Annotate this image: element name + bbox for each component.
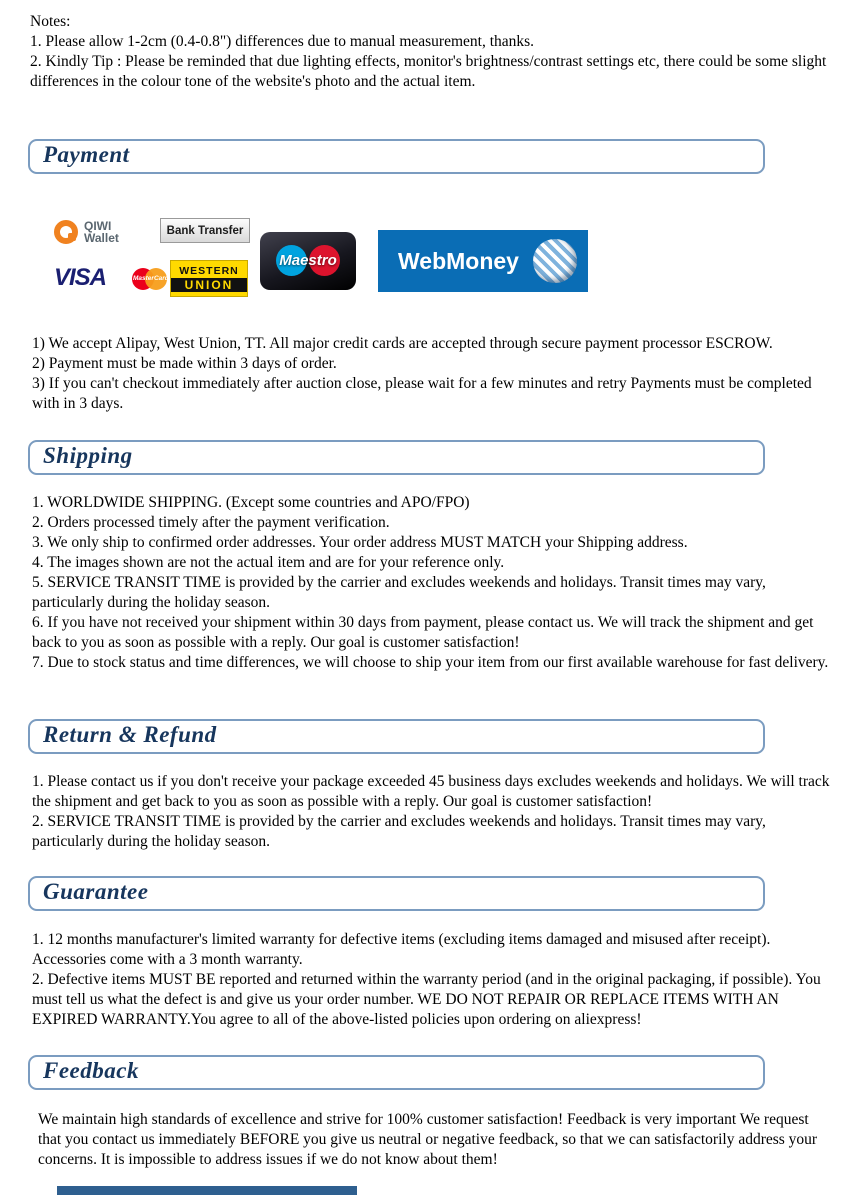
guarantee-note-1: 1. 12 months manufacturer's limited warranty for defective items (excluding items damaged and misused after receipt). Accessories come with a 3 month warranty. [32,931,771,968]
guarantee-note-2: 2. Defective items MUST BE reported and returned within the warranty period (and in the original packaging, if possible). You must tell us what the defect is and give us your order number. WE DO NOT REPAIR OR REPLACE ITEMS WITH AN EXPIRED WARRANTY.You agree to all of the above-listed policies upon ordering on aliexpress! [32,971,821,1028]
visa-label: VISA [54,264,107,291]
shipping-note-5: 5. SERVICE TRANSIT TIME is provided by the carrier and excludes weekends and holidays. Transit times may vary, particularly during the holiday season. [32,574,766,611]
return-refund-section-heading [28,719,765,754]
guarantee-section-heading [28,876,765,911]
guarantee-notes [32,930,830,1030]
shipping-note-4: 4. The images shown are not the actual item and are for your reference only. [32,554,505,571]
feedback-section-heading [28,1055,765,1090]
qiwi-wallet-logo [48,212,156,252]
notes-line-1: 1. Please allow 1-2cm (0.4-0.8") differences due to manual measurement, thanks. [30,33,535,50]
visa-logo [54,264,106,292]
payment-heading-label: Payment [43,142,130,167]
maestro-logo [260,232,356,290]
qiwi-label-line1: QIWI [84,219,112,233]
maestro-label: Maestro [279,252,337,269]
webmoney-label: WebMoney [398,247,519,274]
return-refund-heading-label: Return & Refund [43,722,217,747]
return-refund-note-1: 1. Please contact us if you don't receive your package exceeded 45 business days excludes weekends and holidays. We will track the shipment and get back to you as soon as possible with a reply. Our goal is customer satisfaction! [32,773,830,810]
qiwi-icon [54,220,78,244]
payment-note-1: 1) We accept Alipay, West Union, TT. All major credit cards are accepted through secure payment processor ESCROW. [32,335,773,352]
shipping-note-7: 7. Due to stock status and time differences, we will choose to ship your item from our first available warehouse for fast delivery. [32,654,829,671]
mastercard-logo [132,268,168,290]
notes-title: Notes: [30,13,71,30]
qiwi-label-line2: Wallet [84,231,119,245]
notes-line-2: 2. Kindly Tip : Please be reminded that due lighting effects, monitor's brightness/contrast settings etc, there could be some slight differences in the colour tone of the website's photo and the actual item. [30,53,827,90]
feedback-notes [38,1110,830,1170]
shipping-note-6: 6. If you have not received your shipment within 30 days from payment, please contact us. We will track the shipment and get back to you as soon as possible with a reply. Our goal is customer satisfaction! [32,614,814,651]
feedback-heading-label: Feedback [43,1058,139,1083]
shipping-notes [32,493,830,673]
payment-notes [32,334,830,414]
notes-block [30,12,830,92]
webmoney-globe-icon [533,239,577,283]
western-union-logo [170,260,248,297]
shipping-section-heading [28,440,765,475]
western-union-label-line1: WESTERN [179,265,239,277]
mastercard-label: MasterCard [133,275,169,282]
western-union-label-line2: UNION [171,278,247,292]
return-refund-note-2: 2. SERVICE TRANSIT TIME is provided by the carrier and excludes weekends and holidays. Transit times may vary, particularly during the holiday season. [32,813,766,850]
partial-next-image-bar [57,1186,357,1195]
payment-note-2: 2) Payment must be made within 3 days of order. [32,355,337,372]
bank-transfer-label: Bank Transfer [166,224,244,237]
payment-section-heading [28,139,765,174]
feedback-note: We maintain high standards of excellence and strive for 100% customer satisfaction! Feedback is very important We request that you contact us immediately BEFORE you give us neutral or negative feedback, so that we can satisfactorily address your concerns. It is impossible to address issues if we do not know about them! [38,1111,818,1168]
bank-transfer-logo [160,218,250,243]
shipping-heading-label: Shipping [43,443,133,468]
payment-methods-logos [46,208,596,304]
payment-note-3: 3) If you can't checkout immediately after auction close, please wait for a few minutes and retry Payments must be completed with in 3 days. [32,375,812,412]
shipping-note-2: 2. Orders processed timely after the payment verification. [32,514,390,531]
guarantee-heading-label: Guarantee [43,879,149,904]
webmoney-logo [378,230,588,292]
shipping-note-1: 1. WORLDWIDE SHIPPING. (Except some countries and APO/FPO) [32,494,470,511]
shipping-note-3: 3. We only ship to confirmed order addresses. Your order address MUST MATCH your Shipping address. [32,534,688,551]
qiwi-label [84,220,119,244]
return-refund-notes [32,772,830,852]
